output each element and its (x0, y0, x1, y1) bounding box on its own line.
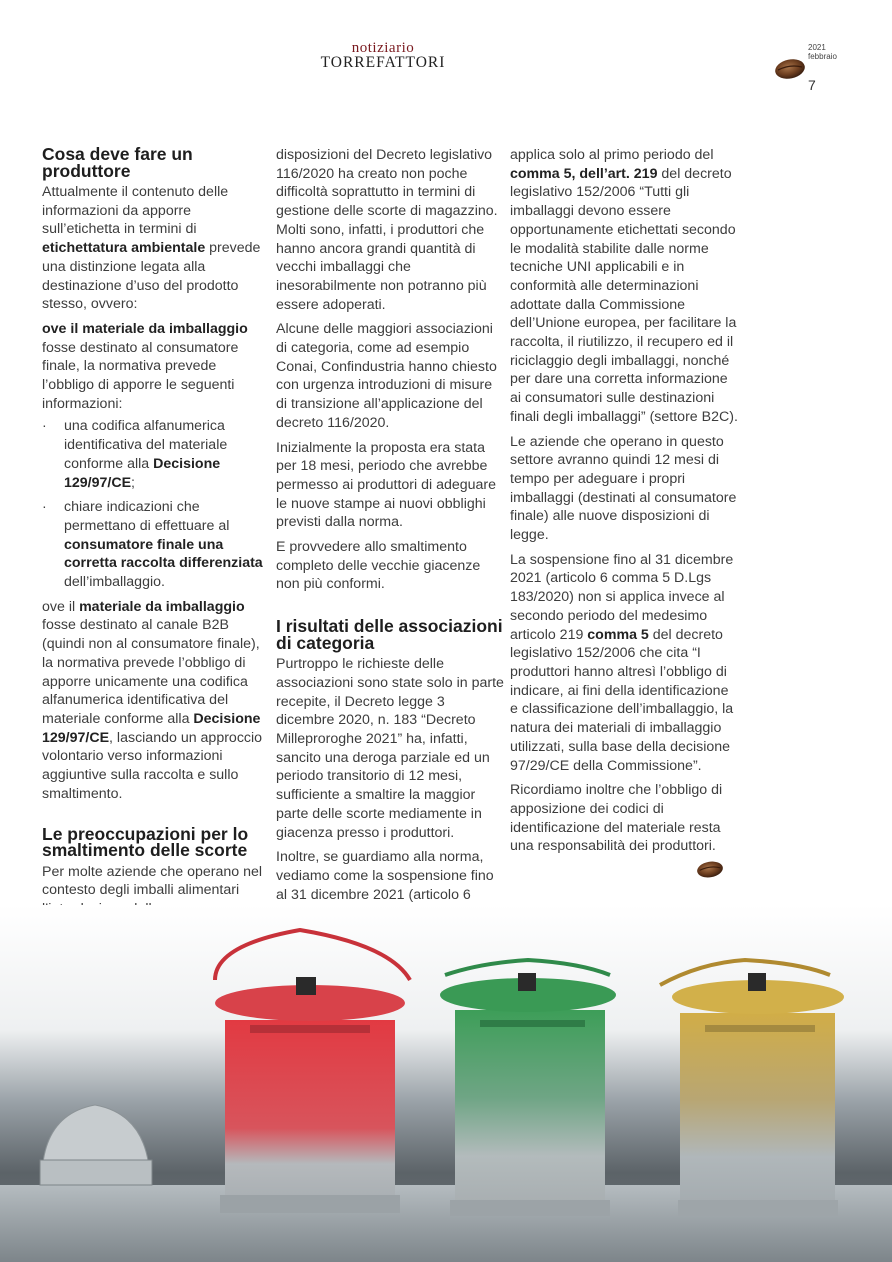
page-number: 7 (808, 77, 816, 93)
trash-bins-photo (0, 905, 892, 1262)
masthead-logo (312, 42, 454, 70)
column-1 (42, 146, 270, 925)
issue-month: febbraio (808, 51, 837, 61)
paragraph: Alcune delle maggiori associazioni di categoria, come ad esempio Conai, Confindustria hanno chiesto con urgenza introduzioni di misure di transizione all’applicazione del decreto 116/2020. (276, 321, 497, 431)
paragraph: ove il materiale da imballaggio fosse destinato al consumatore finale, la normativa prevede l’obbligo di apporre le seguenti informazioni: (42, 320, 248, 412)
paragraph: Inoltre, se guardiamo alla norma, vediamo come la sospensione fino al 31 dicembre 2021 (articolo 6 (276, 849, 494, 903)
issue-date (808, 44, 837, 61)
column-3 (510, 146, 738, 862)
paragraph: Purtroppo le richieste delle associazioni sono state solo in parte recepite, il Decreto legge 3 dicembre 2020, n. 183 “Decreto Milleproroghe 2021” ha, infatti, sancito una deroga parziale ed un periodo transitorio di 12 mesi, sufficiente a smaltire la maggior parte delle scorte mediamente in giacenza presso i produttori. (276, 656, 504, 841)
paragraph: E provvedere allo smaltimento completo delle vecchie giacenze non più conformi. (276, 539, 481, 593)
bullet-icon: · (42, 418, 47, 435)
list-item: · chiare indicazioni che permettano di effettuare al consumatore finale una corretta raccolta differenziata dell’imballaggio. (42, 499, 263, 591)
masthead-top: notiziario (351, 40, 415, 56)
paragraph: ove il materiale da imballaggio fosse destinato al canale B2B (quindi non al consumatore finale), la normativa prevede l’obbligo di apporre unicamente una codifica alfanumerica identificativa del materiale conforme alla Decisione 129/97/CE, lasciando un approccio volontario verso informazioni aggiuntive sulla raccolta e sullo smaltimento. (42, 598, 263, 802)
issue-year: 2021 (808, 43, 826, 52)
column-2 (276, 146, 504, 929)
coffee-bean-icon (696, 860, 724, 879)
paragraph: Inizialmente la proposta era stata per 18 mesi, periodo che avrebbe permesso ai produttori di adeguare le nuove stampe ai nuovi obblighi previsti dalla norma. (276, 439, 497, 531)
heading-preoccupazioni: Le preoccupazioni per lo smaltimento delle scorte (42, 823, 249, 860)
paragraph: applica solo al primo periodo del comma 5, dell’art. 219 del decreto legislativo 152/2006 “Tutti gli imballaggi devono essere opportunamente etichettati secondo le modalità stabilite dalle norme tecniche UNI applicabili e in conformità alle determinazioni adottate dalla Commissione dell’Unione europea, per facilitare la raccolta, il riutilizzo, il recupero ed il riciclaggio degli imballaggi, nonché per dare una corretta informazione ai consumatori sulle destinazioni finali degli imballaggi” (settore B2C). (510, 147, 738, 425)
yellow-bin (660, 960, 844, 1216)
coffee-bean-icon (774, 58, 806, 80)
paragraph: Per molte aziende che operano nel contesto degli imballi alimentari (42, 863, 263, 899)
paragraph: Ricordiamo inoltre che l’obbligo di apposizione dei codici di identificazione del materiale resta una responsabilità dei produttori. (510, 782, 723, 855)
masthead-bottom: TORREFATTORI (320, 54, 446, 71)
heading-risultati: I risultati delle associazioni di categoria (276, 616, 503, 653)
paragraph: disposizioni del Decreto legislativo 116/2020 ha creato non poche difficoltà soprattutto in termini di gestione delle scorte di magazzino. Molti sono, infatti, i produttori che hanno ancora grandi quantità di vecchi imballaggi che inesorabilmente non potranno più essere adoperati. (276, 147, 498, 313)
bullet-icon: · (42, 499, 47, 516)
paragraph: Le aziende che operano in questo settore avranno quindi 12 mesi di tempo per adeguare i propri imballaggi (destinati al consumatore finale) alle nuove disposizioni di legge. (510, 433, 737, 544)
green-bin (440, 960, 616, 1216)
paragraph: Attualmente il contenuto delle informazioni da apporre sull’etichetta in termini di etichettatura ambientale prevede una distinzione legata alla destinazione d’uso del prodotto stesso, ovvero: (42, 184, 261, 313)
heading-cosa-deve-fare: Cosa deve fare un produttore (42, 144, 193, 181)
list-item: · una codifica alfanumerica identificativa del materiale conforme alla Decisione 129/97/CE; (42, 418, 228, 491)
paragraph: La sospensione fino al 31 dicembre 2021 (articolo 6 comma 5 D.Lgs 183/2020) non si applica invece al secondo periodo del medesimo articolo 219 comma 5 del decreto legislativo 152/2006 che cita “I produttori hanno altresì l’obbligo di indicare, ai fini della identificazione e classificazione dell’imballaggio, la natura dei materiali di imballaggio utilizzati, sulla base della decisione 97/29/CE della Commissione”. (510, 551, 734, 774)
bullet-list (42, 417, 270, 591)
